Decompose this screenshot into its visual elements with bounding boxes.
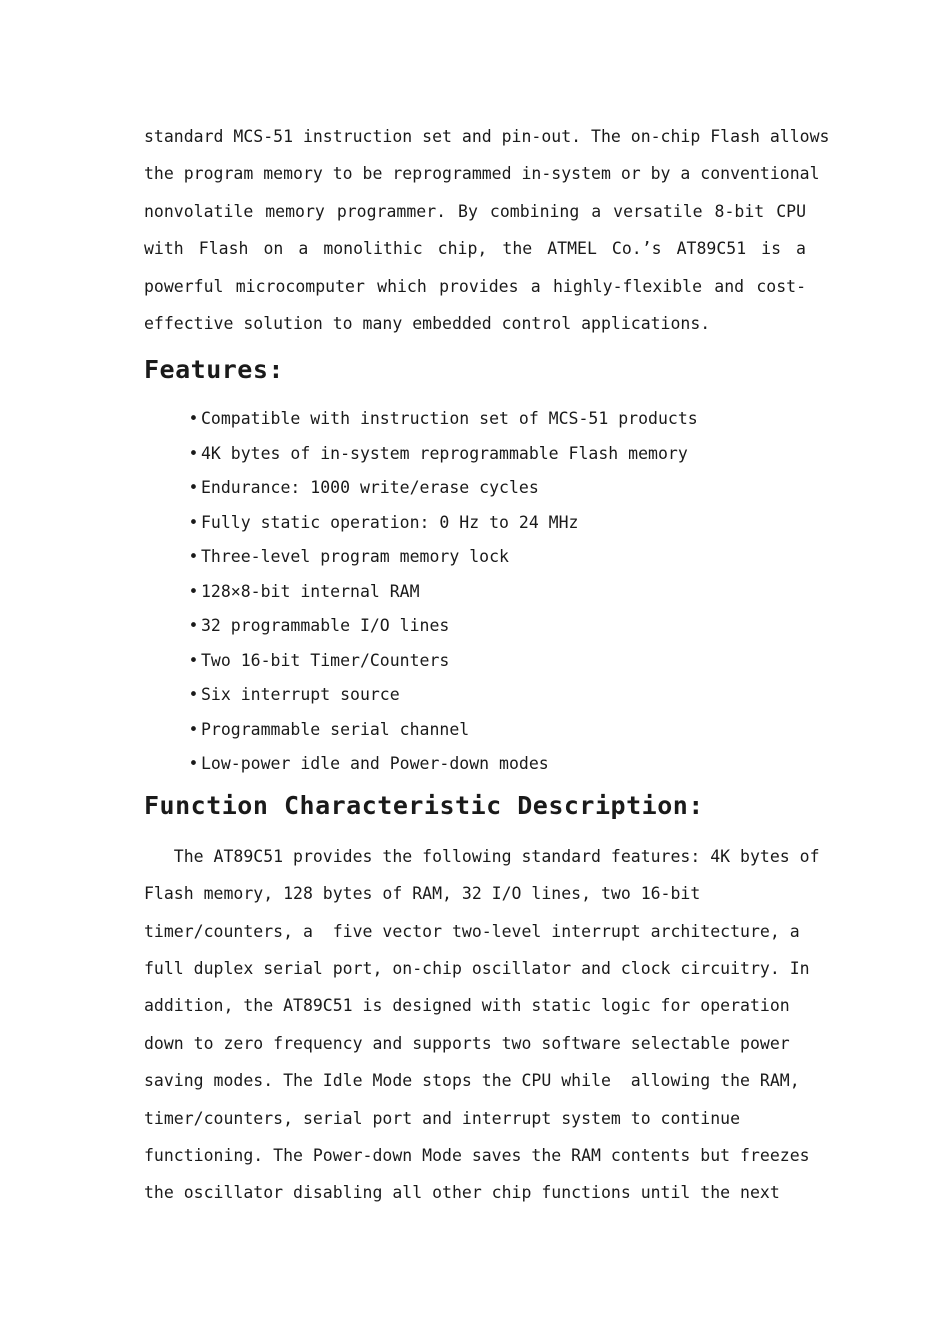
- function-line: timer/counters, serial port and interrupt system to continue: [144, 1108, 741, 1128]
- list-item: [186, 609, 806, 644]
- feature-text: Compatible with instruction set of MCS-51 products: [201, 409, 698, 429]
- bullet-icon: •: [188, 512, 199, 532]
- bullet-icon: •: [188, 478, 199, 498]
- features-list: [144, 402, 806, 782]
- feature-text: Three-level program memory lock: [201, 547, 509, 567]
- list-item: [186, 713, 806, 748]
- feature-text: 32 programmable I/O lines: [201, 616, 450, 636]
- intro-line: powerful microcomputer which provides a highly-flexible and cost-: [144, 276, 806, 296]
- intro-line: effective solution to many embedded control applications.: [144, 313, 711, 333]
- intro-line: the program memory to be reprogrammed in-system or by a conventional: [144, 164, 820, 184]
- function-line: timer/counters, a five vector two-level interrupt architecture, a: [144, 921, 800, 941]
- bullet-icon: •: [188, 409, 199, 429]
- function-line: addition, the AT89C51 is designed with static logic for operation: [144, 996, 790, 1016]
- function-heading: Function Characteristic Description:: [144, 790, 704, 820]
- bullet-icon: •: [188, 685, 199, 705]
- feature-text: Endurance: 1000 write/erase cycles: [201, 478, 539, 498]
- function-paragraph: [144, 838, 820, 1212]
- function-line: full duplex serial port, on-chip oscillator and clock circuitry. In: [144, 959, 810, 979]
- list-item: [186, 402, 806, 437]
- list-item: [186, 747, 806, 782]
- list-item: [186, 678, 806, 713]
- features-heading: Features:: [144, 355, 284, 385]
- list-item: [186, 644, 806, 679]
- function-line: down to zero frequency and supports two software selectable power: [144, 1033, 790, 1053]
- function-line: Flash memory, 128 bytes of RAM, 32 I/O lines, two 16-bit: [144, 884, 701, 904]
- feature-text: Programmable serial channel: [201, 719, 470, 739]
- feature-text: 4K bytes of in-system reprogrammable Flash memory: [201, 443, 688, 463]
- list-item: [186, 437, 806, 472]
- bullet-icon: •: [188, 754, 199, 774]
- function-line: saving modes. The Idle Mode stops the CPU while allowing the RAM,: [144, 1071, 800, 1091]
- intro-line: with Flash on a monolithic chip, the ATMEL Co.’s AT89C51 is a: [144, 239, 806, 259]
- bullet-icon: •: [188, 616, 199, 636]
- function-line: The AT89C51 provides the following standard features: 4K bytes of: [144, 846, 820, 866]
- function-line: functioning. The Power-down Mode saves the RAM contents but freezes: [144, 1145, 810, 1165]
- bullet-icon: •: [188, 650, 199, 670]
- bullet-icon: •: [188, 443, 199, 463]
- intro-line: nonvolatile memory programmer. By combining a versatile 8-bit CPU: [144, 201, 806, 221]
- bullet-icon: •: [188, 581, 199, 601]
- function-line: the oscillator disabling all other chip functions until the next: [144, 1183, 780, 1203]
- list-item: [186, 540, 806, 575]
- bullet-icon: •: [188, 719, 199, 739]
- feature-text: Six interrupt source: [201, 685, 400, 705]
- intro-line: standard MCS-51 instruction set and pin-out. The on-chip Flash allows: [144, 127, 830, 146]
- document-page: [144, 118, 830, 1212]
- feature-text: Low-power idle and Power-down modes: [201, 754, 549, 774]
- list-item: [186, 575, 806, 610]
- feature-text: 128×8-bit internal RAM: [201, 581, 420, 601]
- list-item: [186, 471, 806, 506]
- intro-paragraph: [144, 118, 830, 342]
- bullet-icon: •: [188, 547, 199, 567]
- list-item: [186, 506, 806, 541]
- feature-text: Two 16-bit Timer/Counters: [201, 650, 450, 670]
- feature-text: Fully static operation: 0 Hz to 24 MHz: [201, 512, 579, 532]
